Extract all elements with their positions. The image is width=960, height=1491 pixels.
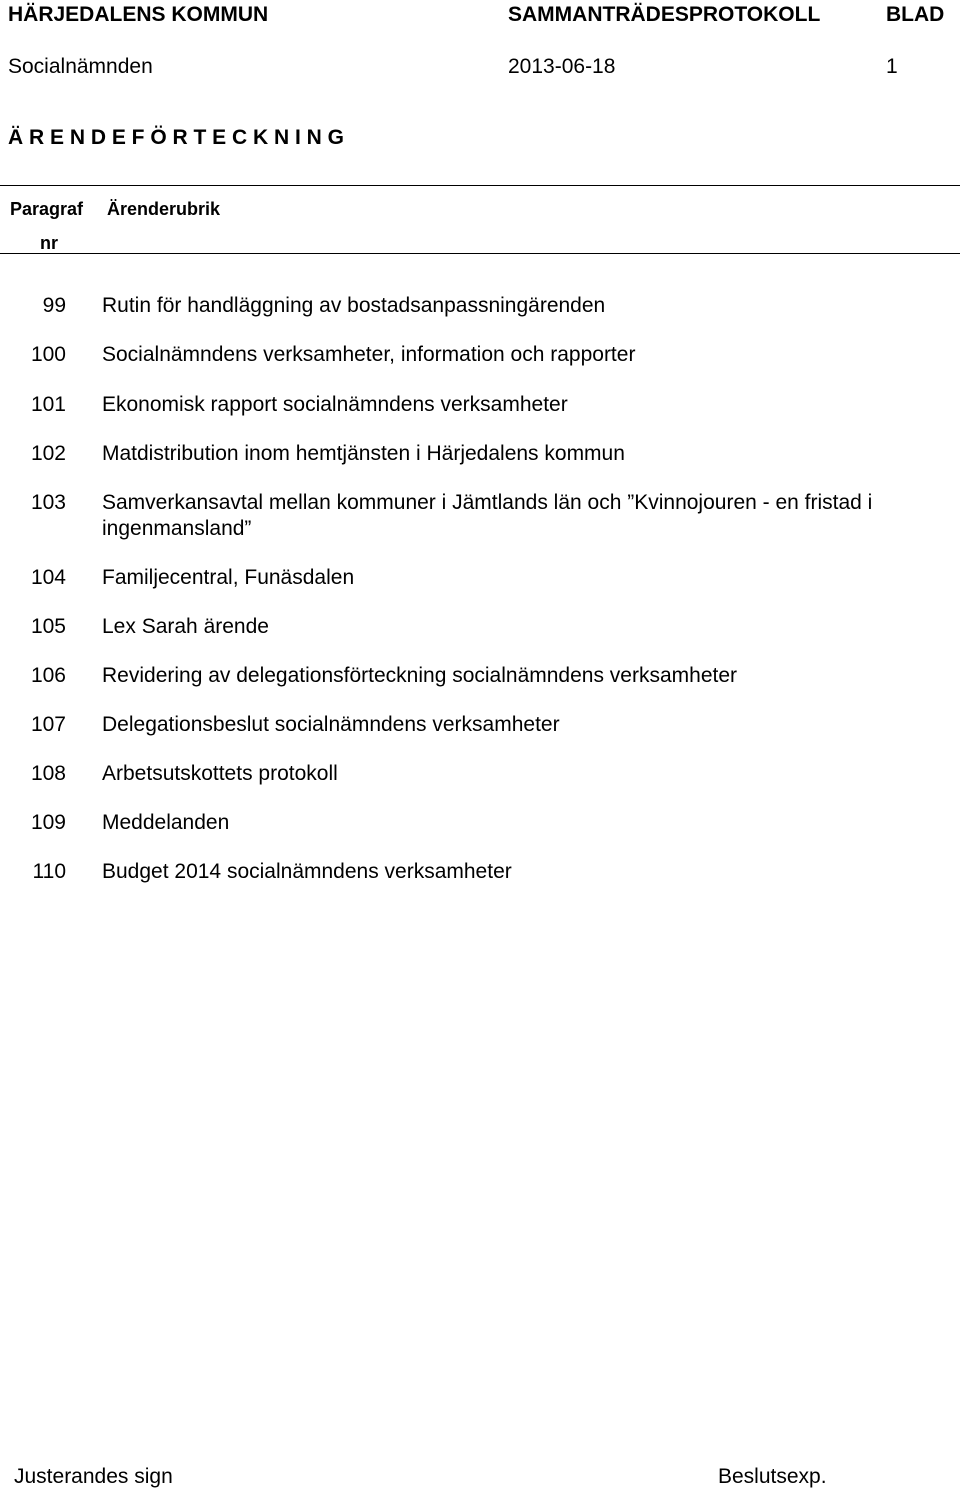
agenda-item [0,441,960,467]
agenda-item [0,565,960,591]
agenda-item-number: 110 [32,860,66,883]
signature-label: Justerandes sign [14,1465,173,1488]
agenda-item-number: 99 [42,294,66,317]
agenda-item-title: Socialnämndens verksamheter, information och rapporter [102,343,636,366]
agenda-item-number: 102 [30,442,66,465]
agenda-item-number: 100 [30,343,66,366]
agenda-item [0,761,960,787]
column-header-paragraf: Paragraf [10,199,84,219]
agenda-item [0,663,960,689]
agenda-item-title: Budget 2014 socialnämndens verksamheter [102,860,512,883]
board-name: Socialnämnden [8,55,153,78]
agenda-item [0,712,960,738]
agenda-item-title: Samverkansavtal mellan kommuner i Jämtlands län och ”Kvinnojouren - en fristad i ingenmansland” [102,491,873,540]
agenda-item-title: Meddelanden [102,811,230,834]
agenda-item [0,614,960,640]
agenda-item-number: 101 [30,393,66,416]
section-title: Ä R E N D E F Ö R T E C K N I N G [8,126,345,149]
page-label: BLAD [886,3,945,26]
agenda-item [0,392,960,418]
agenda-item-title: Delegationsbeslut socialnämndens verksamheter [102,713,560,736]
agenda-item [0,490,960,542]
agenda-item-number: 108 [30,762,66,785]
table-header-bottom-rule [0,253,960,254]
agenda-item-number: 105 [30,615,66,638]
agenda-item-title: Ekonomisk rapport socialnämndens verksamheter [102,393,568,416]
agenda-item-number: 103 [30,491,66,514]
column-header-arenderubrik: Ärenderubrik [107,199,221,219]
agenda-item-title: Revidering av delegationsförteckning socialnämndens verksamheter [102,664,738,687]
table-header-top-rule [0,185,960,186]
document-type: SAMMANTRÄDESPROTOKOLL [508,3,821,26]
agenda-item-number: 109 [30,811,66,834]
agenda-item [0,810,960,836]
agenda-item [0,293,960,319]
agenda-item-title: Arbetsutskottets protokoll [102,762,338,785]
agenda-item [0,342,960,368]
agenda-item-title: Lex Sarah ärende [102,615,269,638]
agenda-item-number: 104 [30,566,66,589]
agenda-item-number: 106 [30,664,66,687]
agenda-item-title: Rutin för handläggning av bostadsanpassningärenden [102,294,606,317]
agenda-item [0,859,960,885]
column-header-nr: nr [40,233,58,253]
meeting-date: 2013-06-18 [508,55,616,78]
extract-label: Beslutsexp. [718,1465,827,1488]
agenda-item-title: Matdistribution inom hemtjänsten i Härjedalens kommun [102,442,625,465]
agenda-item-number: 107 [30,713,66,736]
agenda-list [0,293,960,885]
organization-name: HÄRJEDALENS KOMMUN [8,3,269,26]
page-number: 1 [886,55,898,78]
agenda-item-title: Familjecentral, Funäsdalen [102,566,355,589]
